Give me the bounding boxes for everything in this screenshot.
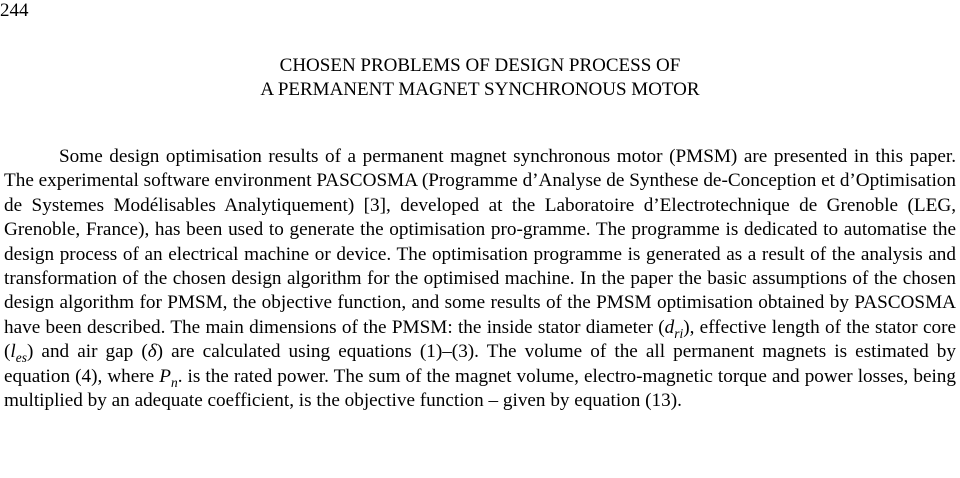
abstract-text-7: . is the rated power. The sum of the magnet volume, electro-magnetic torque and power losses, being multiplied by an adequate coefficient, is the objective function – given by equation (13).	[4, 365, 956, 412]
abstract-text-1: Some design optimisation results of a permanent magnet synchronous motor (PMSM) are presented in this paper. The experimental software environment PASCOSMA (Programme d’Analyse de Synthese de-Conception et d’Optimisation de Systemes Modélisables Analytiquement) [3], developed at the Laboratoire d’Electrotechnique de Grenoble (LEG, Grenoble, France), has been used to generate the optimisation pro-gramme. The programme is dedicated to automatise the design process of an electrical machine or device. The optimisation programme is generated as a result of the analysis and transformation of the chosen design algorithm for the optimised machine. In the paper the basic assumptions of the chosen design algorithm for PMSM, the objective function, and some results of the PMSM optimisation obtained by PASCOSMA have been described. The main dimensions of the PMSM: the inside stator diameter (	[4, 146, 956, 338]
symbol-l-sub: es	[15, 350, 27, 366]
abstract-text-4: )	[26, 341, 34, 363]
symbol-d-sub: ri	[674, 325, 684, 341]
symbol-delta: δ	[147, 341, 157, 363]
abstract-text-2: )	[683, 316, 690, 338]
abstract-text-3: , effective length of the stator core (	[4, 316, 956, 363]
abstract-text-5: and air gap (	[33, 341, 148, 363]
abstract-text-6: ) are calculated using equations (1)–(3). The volume of the all permanent magnets is estimated by equation (4), where	[4, 341, 956, 387]
symbol-d: d	[664, 316, 675, 338]
symbol-l: l	[10, 341, 16, 363]
symbol-p-sub: n	[170, 374, 178, 390]
title-line-2: A PERMANENT MAGNET SYNCHRONOUS MOTOR	[260, 79, 700, 100]
paper-title	[0, 54, 960, 102]
abstract-paragraph	[4, 145, 956, 413]
title-line-1: CHOSEN PROBLEMS OF DESIGN PROCESS OF	[279, 55, 681, 76]
page-number: 244	[0, 0, 29, 21]
symbol-p: P	[159, 365, 171, 387]
